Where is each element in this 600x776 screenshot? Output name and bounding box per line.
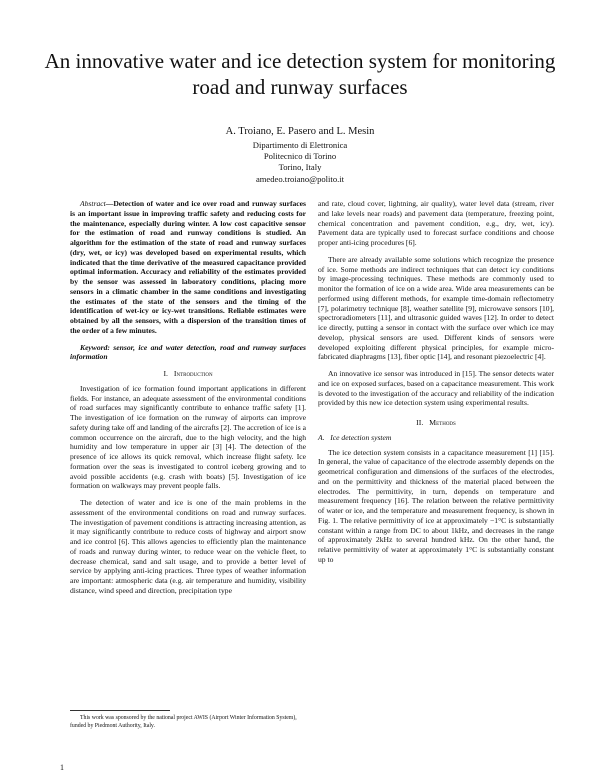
subsection-heading [318,433,554,443]
keywords: Keyword: sensor, ice and water detection, road and runway surfaces information [70,342,306,362]
footnote: This work was sponsored by the national project AWIS (Airport Winter Information System), funded by Piedmont Authority, Italy. [70,715,297,729]
affiliation-email: amedeo.troiano@polito.it [255,173,345,184]
section-title: Methods [429,418,456,427]
abstract-text: —Detection of water and ice over road and runway surfaces is an important issue in improving traffic safety and reducing costs for the maintenance, especially during winter. A low cost capacitive sensor for the estimation of road and runway conditions is studied. An algorithm for the estimation of the state of road and runway surfaces (dry, wet, or icy) was developed based on experimental results, which indicated that the time derivative of the measured capacitance provided optimal information. Accuracy and reliability of the estimates provided by the sensor was assessed in laboratory conditions, placing more sensors in a climatic chamber in the same conditions and investigating the estimates of the state of the sensors and the timing of the identification of wet-icy or icy-wet transitions. Reliable estimates were obtained by all the sensors, with a dispersion of the transition times of the order of a few minutes. [70,199,306,335]
right-paragraph-2: There are already available some solutions which recognize the presence of ice. Some methods are indirect techniques that can detect icy conditions by image-processing techniques. These methods are commonly used to monitor the formation of ice on a wide area. Wide area measurements can be performed using different methods, for example time-domain reflectometry [7], polarimetry technique [8], weather satellite [9], microwave sensors [10], spectroradiometers [11], and ultrasonic guided waves [12]. In order to detect ice directly, putting a sensor in contact with the surface over which ice may develop, physical sensors are used. Different kinds of sensors were developed exploiting different physical principles, for example micro-fabricated diaphragms [13], fiber optic [14], and resonant piezoelectric [4]. [318,254,554,362]
section-title: Introduction [173,369,213,378]
page-number: 1 [60,763,64,772]
affiliation-city: Torino, Italy [278,162,322,173]
right-paragraph-3: An innovative ice sensor was introduced in [15]. The sensor detects water and ice on exposed surfaces, based on a capacitance measurement. This work is devoted to the investigation of the accuracy and reliability of the indication provided by this new ice detection system using experimental results. [318,369,554,408]
subsection-title: Ice detection system [330,432,392,442]
section-heading-methods [318,418,554,428]
intro-paragraph-1: Investigation of ice formation found important applications in different fields. For instance, an adequate assessment of the environmental conditions of road surfaces may significantly contribute to enhance traffic safety [1]. The investigation of ice formation on the runway of airports can improve safety during take off and landing of the aircrafts [2]. The accretion of ice is a common occurrence on the aircraft, due to the high velocity, and the high humidity and low temperature in upper air [3] [4]. The detection of the presence of ice allows its quick removal, which increase flight safety. Ice formation over the seas is investigated to control iceberg growing and to avoid possible accidents (e.g. crash with boats) [5]. Investigation of ice formation on walkways may prevent people falls. [70,383,306,491]
affiliation-department: Dipartimento di Elettronica [252,140,348,150]
right-paragraph-1: and rate, cloud cover, lightning, air quality), water level data (stream, river and lake levels near roads) and pavement data (temperature, freezing point, chemical concentration and pavement condition, e.g., dry, wet, icy). Pavement data are typically used to forecast surface conditions and choose proper anti-icing procedures [6]. [318,199,554,247]
intro-paragraph-2: The detection of water and ice is one of the main problems in the assessment of the environmental conditions on road and runway surfaces. The investigation of pavement conditions is attracting increasing attention, as it may significantly contribute to reduce costs of highway and airport snow and ice control [6]. This allows agencies to efficiently plan the maintenance of roads and runway during winter, to reduce wear on the vehicle fleet, to decrease chemical, sand and salt usage, and to provide a better level of service by applying anti-icing practices. Three types of weather information are important: atmospheric data (e.g. air temperature and humidity, visibility distance, wind speed and direction, precipitation type [70,498,306,595]
subsection-label: A. [318,432,325,442]
section-number: II. [416,418,424,427]
section-number: I. [163,369,168,378]
right-column [318,199,554,572]
abstract [70,199,306,336]
left-column [70,199,306,603]
abstract-lead: Abstract [80,199,106,208]
section-heading-introduction [70,369,306,379]
affiliation-university: Politecnico di Torino [263,151,337,162]
footnote-divider [70,710,170,711]
authors: A. Troiano, E. Pasero and L. Mesin [225,126,375,137]
paper-title: An innovative water and ice detection system for monitoring road and runway surfaces [44,49,556,99]
affiliation [40,140,560,185]
methods-paragraph-1: The ice detection system consists in a capacitance measurement [1] [15]. In general, the value of capacitance of the electrode assembly depends on the geometrical configuration and dimensions of the surfaces of the electrodes, and on the permittivity and thickness of the material placed between the electrodes. The permittivity, in turn, depends on temperature and measurement frequency [16]. The relation between the relative permittivity of water or ice, and the temperature and measurement frequency, is shown in Fig. 1. The relative permittivity of ice at approximately −1°C is substantially constant within a range from DC to about 1kHz, and decreases in the range of approximately 2kHz to several hundred kHz. On the other hand, the relative permittivity of water at approximately 1°C is substantially constant up to [318,447,554,564]
